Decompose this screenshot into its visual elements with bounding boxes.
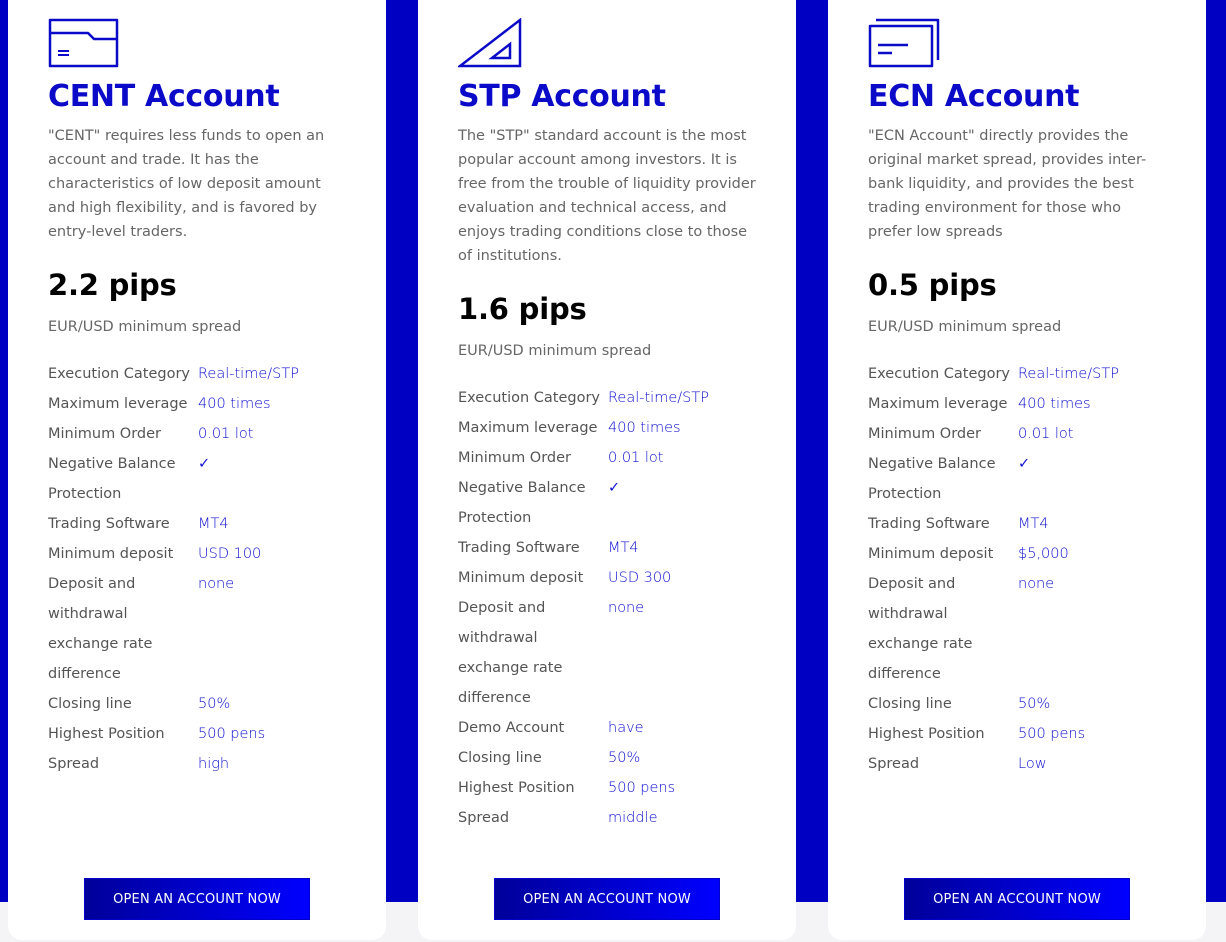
spec-value: middle	[608, 810, 658, 826]
spec-row-negative-balance	[458, 473, 778, 533]
spec-row-closing-line	[48, 689, 368, 719]
spec-label: Minimum deposit	[458, 570, 584, 586]
spec-label: Execution Category	[868, 366, 1010, 382]
open-account-button[interactable]: OPEN AN ACCOUNT NOW	[904, 878, 1130, 920]
spec-value: 500 pens	[608, 780, 676, 796]
spec-label: Highest Position	[48, 726, 165, 742]
spec-label: Maximum leverage	[868, 396, 1008, 412]
spec-value: none	[608, 600, 645, 616]
checkmark-icon: ✓	[198, 456, 211, 472]
spec-list	[868, 359, 1188, 779]
spec-row-execution	[48, 359, 368, 389]
spec-label: Deposit and withdrawal exchange rate difference	[868, 576, 973, 682]
card-title: ECN Account	[868, 79, 1080, 114]
spec-label: Demo Account	[458, 720, 565, 736]
spec-row-exchange-rate	[868, 569, 1188, 689]
pips-value: 0.5 pips	[868, 268, 997, 302]
spread-block	[48, 266, 368, 779]
stp-account-card	[418, 0, 796, 940]
spec-value: have	[608, 720, 644, 736]
spec-label: Trading Software	[458, 540, 580, 556]
spec-row-exchange-rate	[48, 569, 368, 689]
spec-value: high	[198, 756, 230, 772]
open-account-button[interactable]: OPEN AN ACCOUNT NOW	[494, 878, 720, 920]
spec-row-demo-account	[458, 713, 778, 743]
card-title: CENT Account	[48, 79, 280, 114]
spec-label: Minimum Order	[48, 426, 162, 442]
spec-label: Highest Position	[868, 726, 985, 742]
cards-icon	[868, 18, 942, 70]
spec-label: Spread	[868, 756, 920, 772]
spec-value: 500 pens	[1018, 726, 1086, 742]
spec-row-software	[458, 533, 778, 563]
pips-label: EUR/USD minimum spread	[458, 343, 652, 359]
spec-row-exchange-rate	[458, 593, 778, 713]
spec-label: Execution Category	[48, 366, 190, 382]
card-description: "CENT" requires less funds to open an account and trade. It has the characteristics of low deposit amount and high flexibility, and is favored by entry-level traders.	[48, 128, 325, 240]
spec-row-min-order	[458, 443, 778, 473]
spec-label: Closing line	[868, 696, 952, 712]
spec-label: Trading Software	[868, 516, 990, 532]
spec-row-closing-line	[458, 743, 778, 773]
spec-value: 400 times	[1018, 396, 1091, 412]
spec-label: Trading Software	[48, 516, 170, 532]
spec-row-highest-position	[48, 719, 368, 749]
checkmark-icon: ✓	[1018, 456, 1031, 472]
card-description: The "STP" standard account is the most popular account among investors. It is free from the trouble of liquidity provider evaluation and technical access, and enjoys trading conditions close to those of institutions.	[458, 128, 756, 264]
spec-label: Execution Category	[458, 390, 600, 406]
pips-value: 2.2 pips	[48, 268, 177, 302]
spec-value: 400 times	[198, 396, 271, 412]
spec-value: 500 pens	[198, 726, 266, 742]
spec-label: Spread	[458, 810, 510, 826]
spec-row-leverage	[48, 389, 368, 419]
spec-row-min-deposit	[458, 563, 778, 593]
spec-value: 400 times	[608, 420, 681, 436]
pips-label: EUR/USD minimum spread	[868, 319, 1062, 335]
spec-label: Closing line	[48, 696, 132, 712]
spec-row-negative-balance	[48, 449, 368, 509]
checkmark-icon: ✓	[608, 480, 621, 496]
spec-label: Negative Balance Protection	[48, 456, 176, 502]
spec-label: Maximum leverage	[458, 420, 598, 436]
spec-value: MT4	[1018, 516, 1049, 532]
spec-row-min-deposit	[48, 539, 368, 569]
spec-label: Minimum Order	[868, 426, 982, 442]
cent-account-card	[8, 0, 386, 940]
spec-row-execution	[458, 383, 778, 413]
spec-row-negative-balance	[868, 449, 1188, 509]
spec-label: Deposit and withdrawal exchange rate difference	[48, 576, 153, 682]
spec-value: 50%	[608, 750, 641, 766]
spec-row-spread	[48, 749, 368, 779]
spec-row-highest-position	[458, 773, 778, 803]
spec-label: Deposit and withdrawal exchange rate difference	[458, 600, 563, 706]
spec-row-spread	[868, 749, 1188, 779]
spec-value: 0.01 lot	[1018, 426, 1074, 442]
spec-value: Low	[1018, 756, 1047, 772]
spec-label: Minimum deposit	[48, 546, 174, 562]
spec-value: 0.01 lot	[198, 426, 254, 442]
spec-value: USD 100	[198, 546, 262, 562]
spec-label: Negative Balance Protection	[458, 480, 586, 526]
spec-row-min-order	[48, 419, 368, 449]
spec-label: Negative Balance Protection	[868, 456, 996, 502]
spec-value: USD 300	[608, 570, 672, 586]
ecn-account-card	[828, 0, 1206, 940]
spec-value: none	[198, 576, 235, 592]
spec-label: Highest Position	[458, 780, 575, 796]
spec-row-software	[868, 509, 1188, 539]
spec-label: Maximum leverage	[48, 396, 188, 412]
spec-row-leverage	[868, 389, 1188, 419]
spec-value: 50%	[1018, 696, 1051, 712]
spec-row-min-order	[868, 419, 1188, 449]
spec-label: Minimum deposit	[868, 546, 994, 562]
spec-row-spread	[458, 803, 778, 833]
spec-value: 50%	[198, 696, 231, 712]
spec-row-execution	[868, 359, 1188, 389]
spec-list	[458, 383, 778, 833]
spec-value: none	[1018, 576, 1055, 592]
spec-row-min-deposit	[868, 539, 1188, 569]
folder-icon	[48, 18, 122, 70]
spec-row-software	[48, 509, 368, 539]
spec-list	[48, 359, 368, 779]
spec-label: Minimum Order	[458, 450, 572, 466]
triangle-ruler-icon	[458, 18, 532, 70]
spec-value: $5,000	[1018, 546, 1069, 562]
spread-block	[458, 290, 778, 833]
spec-value: Real-time/STP	[608, 390, 709, 406]
spec-value: Real-time/STP	[1018, 366, 1119, 382]
open-account-button[interactable]: OPEN AN ACCOUNT NOW	[84, 878, 310, 920]
spec-row-leverage	[458, 413, 778, 443]
spec-value: 0.01 lot	[608, 450, 664, 466]
spec-row-highest-position	[868, 719, 1188, 749]
spec-value: MT4	[198, 516, 229, 532]
spread-block	[868, 266, 1188, 779]
spec-row-closing-line	[868, 689, 1188, 719]
pips-value: 1.6 pips	[458, 292, 587, 326]
spec-label: Spread	[48, 756, 100, 772]
spec-value: Real-time/STP	[198, 366, 299, 382]
pips-label: EUR/USD minimum spread	[48, 319, 242, 335]
card-title: STP Account	[458, 79, 666, 114]
spec-label: Closing line	[458, 750, 542, 766]
spec-value: MT4	[608, 540, 639, 556]
card-description: "ECN Account" directly provides the original market spread, provides inter-bank liquidity, and provides the best trading environment for those who prefer low spreads	[868, 128, 1147, 240]
